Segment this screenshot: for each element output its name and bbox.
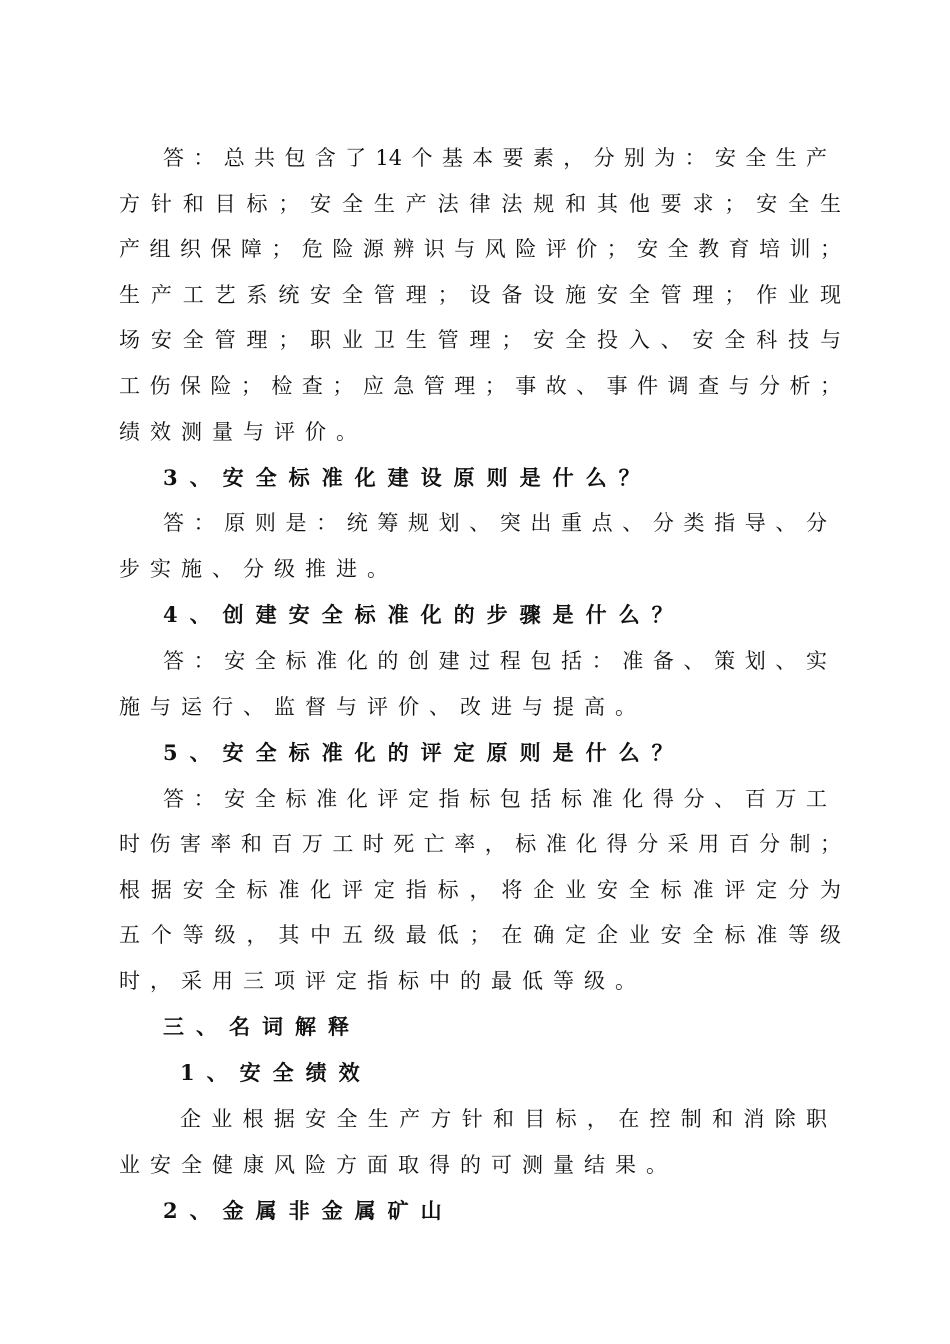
answer-4-line-2: 施与运行、监督与评价、改进与提高。 bbox=[119, 695, 646, 719]
answer-14-elements-line-1: 答：总共包含了14个基本要素，分别为：安全生产 bbox=[163, 146, 827, 170]
answer-3-line-2: 步实施、分级推进。 bbox=[119, 557, 398, 581]
answer-5-line-1: 答：安全标准化评定指标包括标准化得分、百万工 bbox=[163, 787, 827, 811]
answer-14-elements-line-6: 工伤保险；检查；应急管理；事故、事件调查与分析； bbox=[119, 374, 841, 398]
question-4-heading: 4、创建安全标准化的步骤是什么？ bbox=[163, 602, 685, 627]
answer-14-elements-line-4: 生产工艺系统安全管理；设备设施安全管理；作业现 bbox=[119, 283, 841, 307]
answer-14-elements-line-7: 绩效测量与评价。 bbox=[119, 420, 367, 444]
answer-14-elements-line-5: 场安全管理；职业卫生管理；安全投入、安全科技与 bbox=[119, 328, 841, 352]
answer-14-elements-line-3: 产组织保障；危险源辨识与风险评价；安全教育培训； bbox=[119, 237, 841, 261]
term-1-definition-line-1: 企业根据安全生产方针和目标，在控制和消除职 bbox=[180, 1107, 827, 1131]
answer-5-line-2: 时伤害率和百万工时死亡率，标准化得分采用百分制； bbox=[119, 832, 841, 856]
answer-5-line-3: 根据安全标准化评定指标，将企业安全标准评定分为 bbox=[119, 878, 841, 902]
answer-4-line-1: 答：安全标准化的创建过程包括：准备、策划、实 bbox=[163, 649, 827, 673]
answer-3-line-1: 答：原则是：统筹规划、突出重点、分类指导、分 bbox=[163, 511, 827, 535]
question-3-heading: 3、安全标准化建设原则是什么？ bbox=[163, 465, 652, 490]
question-5-heading: 5、安全标准化的评定原则是什么？ bbox=[163, 740, 685, 765]
answer-5-line-5: 时，采用三项评定指标中的最低等级。 bbox=[119, 969, 646, 993]
section-3-heading: 三、名词解释 bbox=[163, 1014, 361, 1039]
term-1-definition-line-2: 业安全健康风险方面取得的可测量结果。 bbox=[119, 1153, 677, 1177]
answer-5-line-4: 五个等级，其中五级最低；在确定企业安全标准等级 bbox=[119, 923, 841, 947]
term-2-heading: 2、金属非金属矿山 bbox=[163, 1198, 454, 1223]
term-1-heading: 1、安全绩效 bbox=[180, 1060, 372, 1085]
answer-14-elements-line-2: 方针和目标；安全生产法律法规和其他要求；安全生 bbox=[119, 192, 841, 216]
